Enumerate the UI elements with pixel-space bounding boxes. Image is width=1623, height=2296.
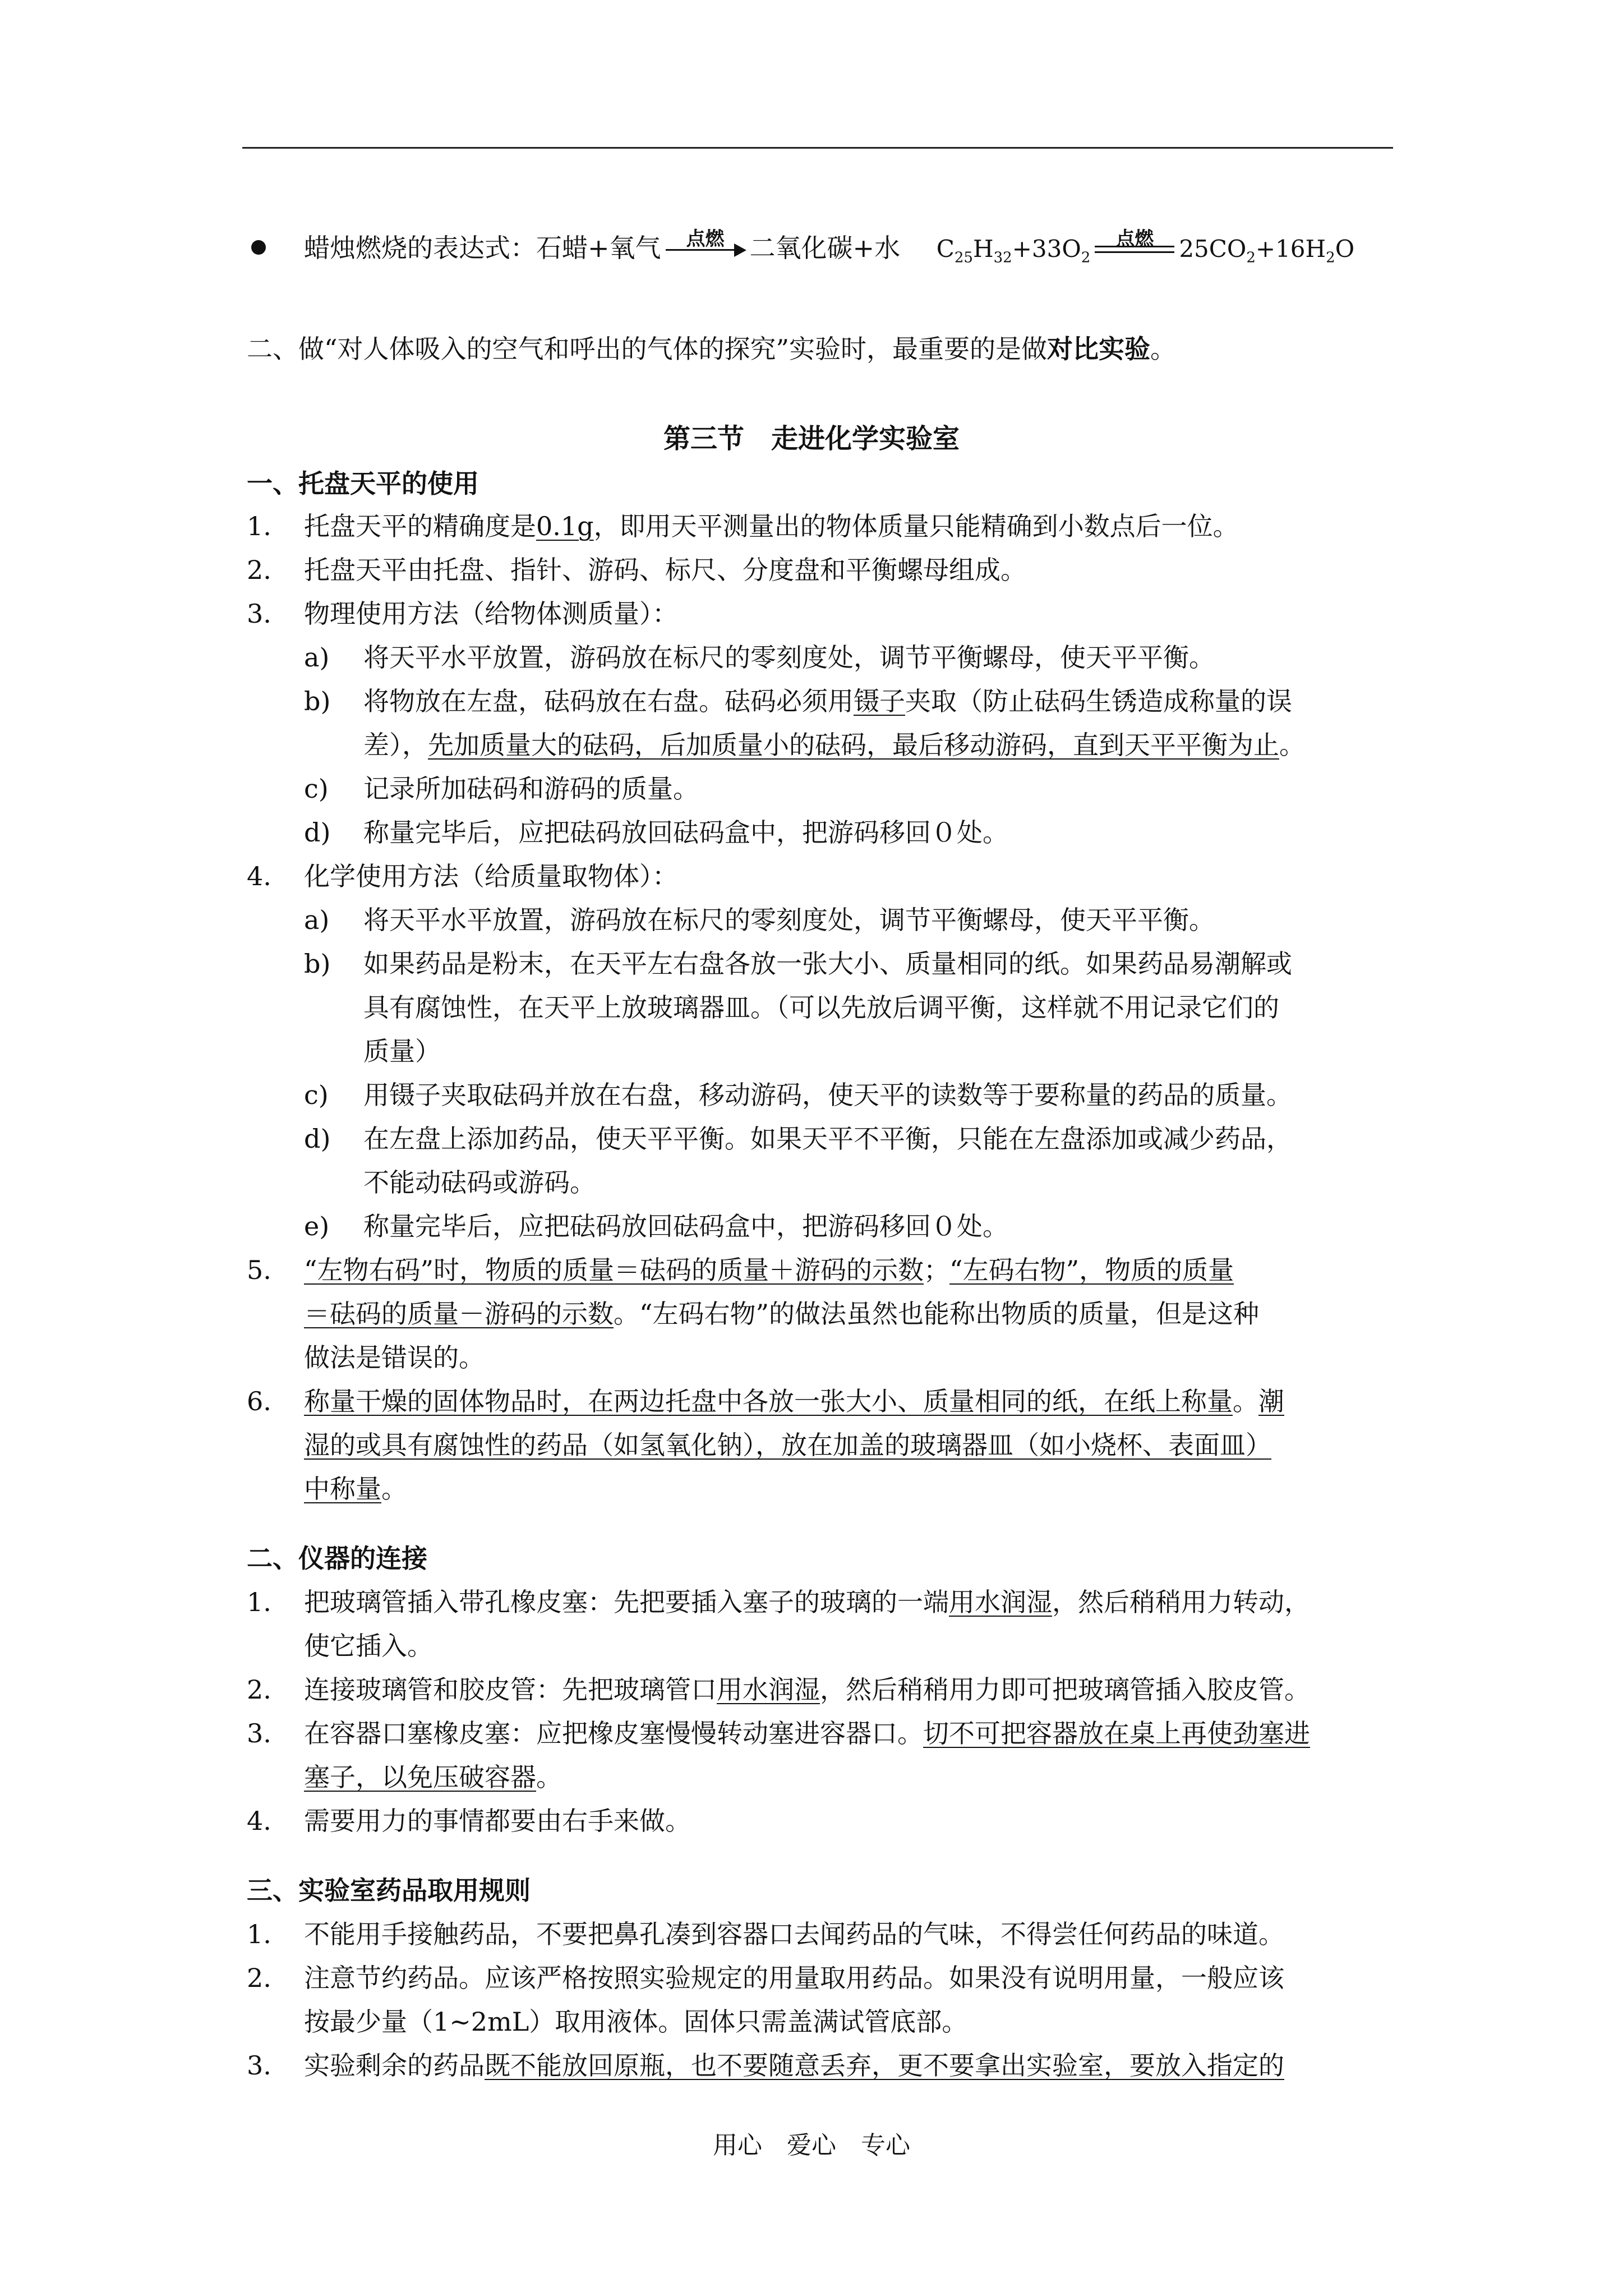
reaction-arrow-icon bbox=[663, 228, 748, 261]
sub-item-cont: 不能动砝码或游码。 bbox=[363, 1167, 596, 1198]
sub-item: 如果药品是粉末，在天平左右盘各放一张大小、质量相同的纸。如果药品易潮解或 bbox=[363, 949, 1292, 979]
item-number: 3. bbox=[247, 2050, 271, 2081]
heading-connection: 二、仪器的连接 bbox=[247, 1543, 427, 1573]
item-number: 3. bbox=[247, 1718, 271, 1749]
list-item: 把玻璃管插入带孔橡皮塞：先把要插入塞子的玻璃的一端用水润湿，然后稍稍用力转动， bbox=[304, 1587, 1310, 1617]
sub-item: 称量完毕后，应把砝码放回砝码盒中，把游码移回０处。 bbox=[363, 1211, 1008, 1241]
sub-item: 称量完毕后，应把砝码放回砝码盒中，把游码移回０处。 bbox=[363, 817, 1008, 848]
item-number: 1. bbox=[247, 1919, 271, 1949]
list-item: 注意节约药品。应该严格按照实验规定的用量取用药品。如果没有说明用量，一般应该 bbox=[304, 1963, 1284, 1993]
list-item-cont: 按最少量（1~2mL）取用液体。固体只需盖满试管底部。 bbox=[304, 2007, 968, 2037]
bullet-dot bbox=[251, 240, 266, 255]
list-item: 托盘天平的精确度是0.1g，即用天平测量出的物体质量只能精确到小数点后一位。 bbox=[304, 511, 1239, 541]
list-item: 连接玻璃管和胶皮管：先把玻璃管口用水润湿，然后稍稍用力即可把玻璃管插入胶皮管。 bbox=[304, 1674, 1310, 1705]
page-footer: 用心 爱心 专心 bbox=[713, 2131, 910, 2160]
heading-reagent-rules: 三、实验室药品取用规则 bbox=[247, 1875, 531, 1906]
item-number: 4. bbox=[247, 861, 271, 891]
list-item: 物理使用方法（给物体测质量）： bbox=[304, 599, 678, 629]
sub-item-letter: a) bbox=[304, 642, 330, 673]
heading-balance: 一、托盘天平的使用 bbox=[247, 468, 479, 499]
list-item: 需要用力的事情都要由右手来做。 bbox=[304, 1806, 691, 1836]
item-number: 3. bbox=[247, 599, 271, 629]
sub-item-cont: 质量） bbox=[363, 1036, 441, 1066]
candle-label: 蜡烛燃烧的表达式：石蜡+氧气 bbox=[304, 233, 661, 263]
sub-item-letter: d) bbox=[304, 817, 331, 848]
list-item: 化学使用方法（给质量取物体）： bbox=[304, 861, 678, 891]
header-rule bbox=[242, 147, 1393, 149]
item-number: 2. bbox=[247, 1963, 271, 1993]
sub-item-letter: e) bbox=[304, 1211, 330, 1241]
list-item: 实验剩余的药品既不能放回原瓶，也不要随意丢弃，更不要拿出实验室，要放入指定的 bbox=[304, 2050, 1284, 2081]
section-title: 第三节 走进化学实验室 bbox=[663, 423, 960, 454]
list-item-cont: 塞子，以免压破容器。 bbox=[304, 1762, 562, 1792]
list-item-cont: 使它插入。 bbox=[304, 1631, 433, 1661]
sub-item: 用镊子夹取砝码并放在右盘，移动游码，使天平的读数等于要称量的药品的质量。 bbox=[363, 1080, 1292, 1110]
item-number: 6. bbox=[247, 1386, 271, 1416]
item-number: 1. bbox=[247, 1587, 271, 1617]
sub-item: 将天平水平放置，游码放在标尺的零刻度处，调节平衡螺母，使天平平衡。 bbox=[363, 642, 1215, 673]
item-number: 4. bbox=[247, 1806, 271, 1836]
arrow-condition: 点燃 bbox=[686, 228, 725, 250]
sub-item: 将天平水平放置，游码放在标尺的零刻度处，调节平衡螺母，使天平平衡。 bbox=[363, 905, 1215, 935]
item-number: 5. bbox=[247, 1255, 271, 1285]
chemical-formula: $C_{25}H_{32}+33O_2$ bbox=[936, 235, 1091, 266]
sub-item-cont: 差），先加质量大的砝码，后加质量小的砝码，最后移动游码，直到天平平衡为止。 bbox=[363, 730, 1305, 760]
equals-condition: 点燃 bbox=[1115, 228, 1154, 250]
sub-item-letter: c) bbox=[304, 774, 329, 804]
sub-item-cont: 具有腐蚀性，在天平上放玻璃器皿。（可以先放后调平衡，这样就不用记录它们的 bbox=[363, 992, 1279, 1023]
intro-paragraph: 二、做“对人体吸入的空气和呼出的气体的探究”实验时，最重要的是做对比实验。 bbox=[247, 334, 1177, 364]
list-item: 不能用手接触药品，不要把鼻孔凑到容器口去闻药品的气味，不得尝任何药品的味道。 bbox=[304, 1919, 1284, 1949]
list-item: 在容器口塞橡皮塞：应把橡皮塞慢慢转动塞进容器口。切不可把容器放在桌上再使劲塞进 bbox=[304, 1718, 1310, 1749]
sub-item-letter: a) bbox=[304, 905, 330, 935]
list-item-cont: 湿的或具有腐蚀性的药品（如氢氧化钠），放在加盖的玻璃器皿（如小烧杯、表面皿） bbox=[304, 1430, 1271, 1460]
item-number: 2. bbox=[247, 555, 271, 585]
item-number: 1. bbox=[247, 511, 271, 541]
list-item-cont: 中称量。 bbox=[304, 1474, 407, 1504]
sub-item-letter: b) bbox=[304, 949, 331, 979]
sub-item: 将物放在左盘，砝码放在右盘。砝码必须用镊子夹取（防止砝码生锈造成称量的误 bbox=[363, 686, 1292, 716]
sub-item: 在左盘上添加药品，使天平平衡。如果天平不平衡，只能在左盘添加或减少药品， bbox=[363, 1124, 1292, 1154]
sub-item-letter: c) bbox=[304, 1080, 329, 1110]
sub-item-letter: d) bbox=[304, 1124, 331, 1154]
item-number: 2. bbox=[247, 1674, 271, 1705]
chemical-formula-products: $25CO_2+16H_2O$ bbox=[1179, 235, 1355, 266]
list-item-cont: 做法是错误的。 bbox=[304, 1342, 485, 1373]
candle-equation-line bbox=[304, 227, 1354, 279]
sub-item: 记录所加砝码和游码的质量。 bbox=[363, 774, 699, 804]
equals-sign-icon bbox=[1092, 228, 1177, 261]
list-item: 称量干燥的固体物品时，在两边托盘中各放一张大小、质量相同的纸，在纸上称量。潮 bbox=[304, 1386, 1284, 1416]
list-item: “左物右码”时，物质的质量＝砝码的质量＋游码的示数；“左码右物”，物质的质量 bbox=[304, 1255, 1234, 1285]
sub-item-letter: b) bbox=[304, 686, 331, 716]
list-item-cont: ＝砝码的质量－游码的示数。“左码右物”的做法虽然也能称出物质的质量，但是这种 bbox=[304, 1299, 1260, 1329]
list-item: 托盘天平由托盘、指针、游码、标尺、分度盘和平衡螺母组成。 bbox=[304, 555, 1026, 585]
candle-products: 二氧化碳+水 bbox=[749, 233, 901, 263]
